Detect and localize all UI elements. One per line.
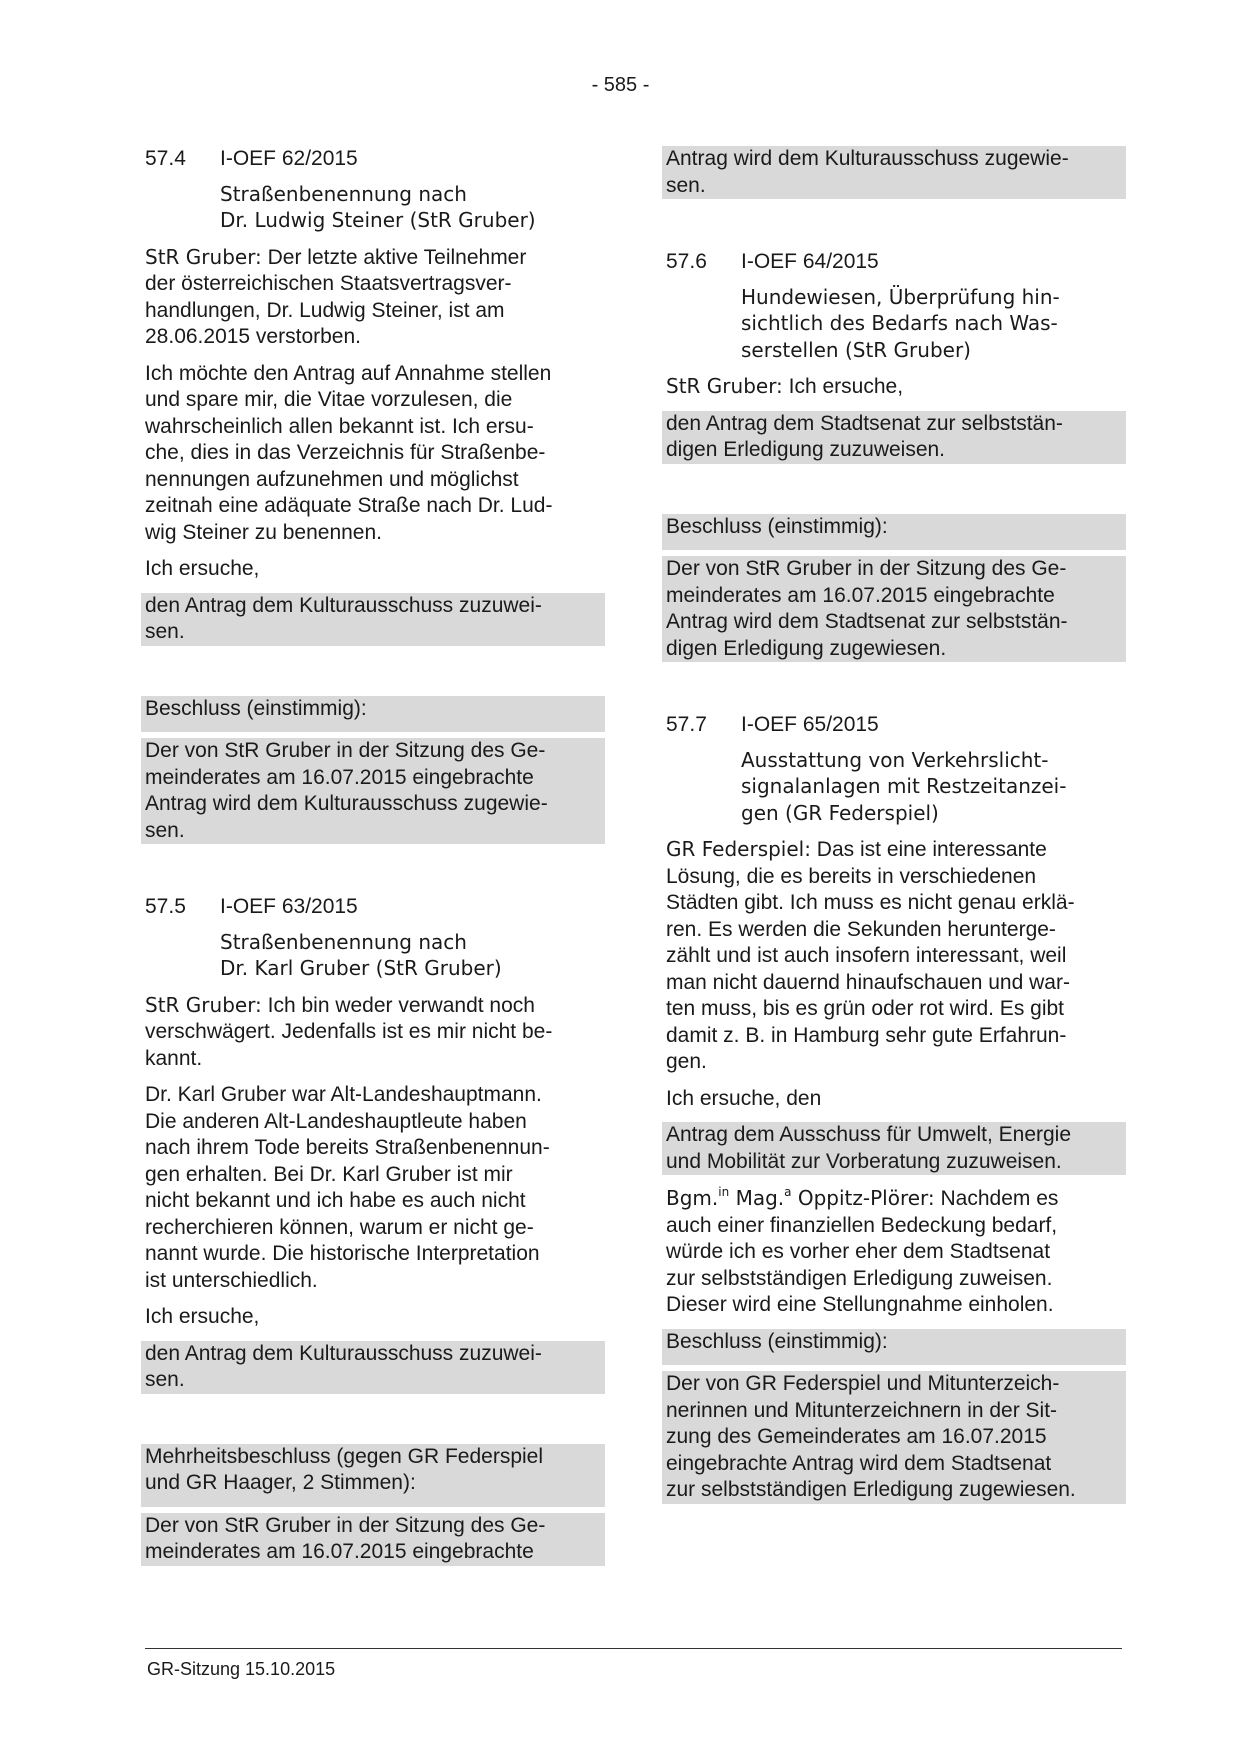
speech-paragraph — [666, 836, 1122, 1076]
speaker-name: GR Federspiel: — [666, 837, 811, 861]
section-heading-57-7 — [666, 712, 1122, 739]
section-heading-57-4 — [145, 146, 601, 173]
text-line: Das ist eine interessante — [810, 838, 1047, 861]
text-line: Ich möchte den Antrag auf Annahme stellen — [145, 361, 552, 385]
text-line: wahrscheinlich allen bekannt ist. Ich ersu- — [145, 414, 534, 438]
text-line: gen. — [666, 1050, 707, 1073]
text-line: Antrag wird dem Kulturausschuss zugewie- — [145, 792, 548, 815]
motion-box — [662, 411, 1126, 464]
text-line: der österreichischen Staatsvertragsver- — [145, 272, 512, 295]
section-reference: I-OEF 63/2015 — [220, 895, 358, 918]
text-line: nennungen aufzunehmen und möglichst — [145, 467, 519, 491]
text-line: digen Erledigung zugewiesen. — [666, 636, 947, 660]
text-line: meinderates am 16.07.2015 eingebrachte — [145, 1540, 534, 1563]
text-line: Der von StR Gruber in der Sitzung des Ge- — [145, 739, 546, 762]
speaker-name — [666, 1186, 935, 1210]
text-line: ren. Es werden die Sekunden herunterge- — [666, 917, 1056, 941]
text-line: digen Erledigung zuzuweisen. — [666, 438, 946, 461]
text-line: den Antrag dem Kulturausschuss zuzuwei- — [145, 593, 542, 617]
speaker-surname: Oppitz-Plörer: — [791, 1186, 935, 1210]
text-line: Ich ersuche, — [782, 375, 904, 398]
text-line: und Mobilität zur Vorberatung zuzuweisen. — [666, 1149, 1062, 1173]
section-title — [741, 747, 1122, 827]
decision-box — [662, 514, 1126, 663]
motion-box — [662, 1122, 1126, 1175]
text-line: gen erhalten. Bei Dr. Karl Gruber ist mir — [145, 1162, 513, 1186]
decision-heading: Beschluss (einstimmig): — [145, 696, 367, 720]
page-number: - 585 - — [591, 74, 650, 96]
superscript: a — [784, 1185, 792, 1199]
text-line: Antrag wird dem Stadtsenat zur selbststän- — [666, 610, 1068, 633]
text-line: zur selbstständigen Erledigung zugewiesen. — [666, 1478, 1076, 1501]
text-line: ist unterschiedlich. — [145, 1268, 318, 1292]
text-line: den Antrag dem Stadtsenat zur selbststän- — [666, 411, 1063, 435]
text-line: würde ich es vorher eher dem Stadtsenat — [666, 1240, 1051, 1263]
section-heading-57-5 — [145, 894, 601, 921]
title-line: Straßenbenennung nach — [220, 181, 467, 206]
text-line: zeitnah eine adäquate Straße nach Dr. Lud- — [145, 494, 553, 517]
continued-decision-box — [662, 146, 1126, 199]
text-line: Der von StR Gruber in der Sitzung des Ge- — [666, 557, 1067, 580]
text-line: handlungen, Dr. Ludwig Steiner, ist am — [145, 298, 505, 322]
text-line: recherchieren können, warum er nicht ge- — [145, 1215, 534, 1239]
speech-paragraph — [145, 244, 601, 351]
decision-text — [662, 550, 1126, 662]
text-line: damit z. B. in Hamburg sehr gute Erfahrun- — [666, 1023, 1067, 1047]
text-line: Antrag dem Ausschuss für Umwelt, Energie — [666, 1123, 1072, 1146]
superscript: in — [718, 1185, 730, 1199]
title-line: Dr. Ludwig Steiner (StR Gruber) — [220, 208, 536, 232]
text-line: Mehrheitsbeschluss (gegen GR Federspiel — [145, 1444, 544, 1468]
footer-divider — [145, 1648, 1122, 1649]
text-line: meinderates am 16.07.2015 eingebrachte — [145, 765, 534, 789]
text-line: nach ihrem Tode bereits Straßenbenennun- — [145, 1136, 550, 1159]
text-line: Dieser wird eine Stellungnahme einholen. — [666, 1293, 1054, 1316]
section-number: 57.6 — [666, 250, 707, 273]
section-title — [220, 181, 601, 234]
decision-heading — [145, 1444, 601, 1507]
text-line: Dr. Karl Gruber war Alt-Landeshauptmann. — [145, 1083, 542, 1106]
speech-paragraph — [666, 1185, 1122, 1319]
title-line: Ausstattung von Verkehrslicht- — [741, 747, 1049, 772]
motion-box — [141, 1341, 605, 1394]
speaker-name: StR Gruber: — [145, 992, 262, 1017]
speaker-title: Mag. — [729, 1186, 785, 1210]
text-line: und spare mir, die Vitae vorzulesen, die — [145, 388, 513, 411]
text-line: zählt und ist auch insofern interessant, weil — [666, 944, 1067, 967]
decision-text — [141, 732, 605, 844]
right-column — [666, 146, 1122, 1514]
title-line: serstellen (StR Gruber) — [741, 337, 971, 362]
decision-text — [662, 1365, 1126, 1504]
text-line: den Antrag dem Kulturausschuss zuzuwei- — [145, 1341, 542, 1365]
text-line: ten muss, bis es grün oder rot wird. Es gibt — [666, 997, 1065, 1020]
speech-paragraph — [145, 361, 601, 547]
text-line: sen. — [666, 173, 706, 197]
title-line: gen (GR Federspiel) — [741, 800, 939, 825]
text-line: meinderates am 16.07.2015 eingebrachte — [666, 583, 1055, 607]
text-line: eingebrachte Antrag wird dem Stadtsenat — [666, 1451, 1052, 1475]
text-line: zung des Gemeinderates am 16.07.2015 — [666, 1425, 1047, 1448]
title-line: Hundewiesen, Überprüfung hin- — [741, 284, 1060, 309]
speech-paragraph — [145, 992, 601, 1073]
request-text: Ich ersuche, — [145, 557, 260, 580]
text-line: sen. — [145, 818, 185, 842]
text-line: auch einer finanziellen Bedeckung bedarf, — [666, 1213, 1058, 1237]
text-line: 28.06.2015 verstorben. — [145, 325, 361, 348]
section-reference: I-OEF 62/2015 — [220, 147, 358, 170]
text-line: nannt wurde. Die historische Interpretation — [145, 1242, 540, 1265]
text-line: Die anderen Alt-Landeshauptleute haben — [145, 1109, 527, 1133]
title-line: signalanlagen mit Restzeitanzei- — [741, 774, 1067, 798]
section-reference: I-OEF 65/2015 — [741, 713, 879, 736]
section-heading-57-6 — [666, 249, 1122, 276]
section-title — [741, 284, 1122, 364]
decision-text — [141, 1507, 605, 1566]
text-line: nicht bekannt und ich habe es auch nicht — [145, 1189, 526, 1212]
text-line: man nicht dauernd hinaufschauen und war- — [666, 970, 1070, 994]
title-line: Straßenbenennung nach — [220, 929, 467, 954]
text-line: Der von GR Federspiel und Mitunterzeich- — [666, 1372, 1060, 1395]
speaker-name: StR Gruber: — [666, 374, 783, 398]
section-reference: I-OEF 64/2015 — [741, 250, 879, 273]
request-text: Ich ersuche, — [145, 1305, 260, 1328]
left-column — [145, 146, 601, 1576]
footer-text: GR-Sitzung 15.10.2015 — [147, 1659, 336, 1679]
speech-paragraph — [666, 373, 1122, 401]
text-line: Der letzte aktive Teilnehmer — [261, 245, 527, 269]
text-line: verschwägert. Jedenfalls ist es mir nicht be- — [145, 1020, 553, 1043]
decision-box — [662, 1329, 1126, 1504]
text-line: sen. — [145, 620, 185, 643]
section-number: 57.4 — [145, 147, 186, 170]
text-line: Der von StR Gruber in der Sitzung des Ge- — [145, 1513, 546, 1537]
section-number: 57.7 — [666, 713, 707, 736]
section-title — [220, 929, 601, 982]
decision-box — [141, 696, 605, 845]
speaker-name: StR Gruber: — [145, 244, 262, 269]
text-line: Nachdem es — [934, 1187, 1059, 1210]
text-line: che, dies in das Verzeichnis für Straßenbe- — [145, 441, 546, 464]
request-text: Ich ersuche, den — [666, 1086, 822, 1110]
title-line: sichtlich des Bedarfs nach Was- — [741, 311, 1058, 335]
text-line: Ich bin weder verwandt noch — [261, 993, 535, 1017]
text-line: wig Steiner zu benennen. — [145, 520, 382, 544]
text-line: Städten gibt. Ich muss es nicht genau erklä- — [666, 891, 1075, 914]
decision-box — [141, 1444, 605, 1566]
text-line: Antrag wird dem Kulturausschuss zugewie- — [666, 147, 1069, 170]
section-number: 57.5 — [145, 895, 186, 918]
decision-heading: Beschluss (einstimmig): — [666, 1329, 888, 1353]
speech-paragraph — [145, 1082, 601, 1294]
text-line: kannt. — [145, 1046, 203, 1070]
title-line: Dr. Karl Gruber (StR Gruber) — [220, 956, 502, 980]
text-line: Lösung, die es bereits in verschiedenen — [666, 864, 1037, 888]
text-line: nerinnen und Mitunterzeichnern in der Sit- — [666, 1398, 1058, 1422]
motion-box — [141, 593, 605, 646]
text-line: zur selbstständigen Erledigung zuweisen. — [666, 1266, 1053, 1290]
decision-heading: Beschluss (einstimmig): — [666, 514, 888, 538]
text-line: sen. — [145, 1368, 185, 1391]
text-line: und GR Haager, 2 Stimmen): — [145, 1471, 416, 1494]
speaker-title: Bgm. — [666, 1186, 719, 1210]
